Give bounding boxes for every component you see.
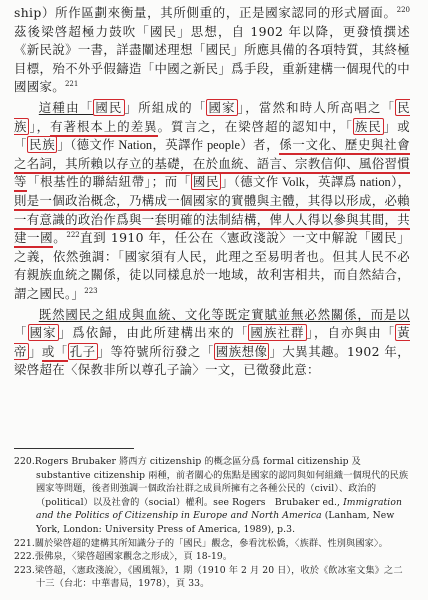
red-underline: 則是一個政治概念，乃構成一個國家的實體與主體，其得以形成，必賴一有意識的政治作爲與一套明確的法制結構，俾人人得以參與其間，共建一國 [14,193,410,248]
paragraph-0: ship）所作區劃來衡量，其所側重的，正是國家認同的形式層面。$^{220}$茲後梁啓超極力鼓吹「國民」思想，自 1902 年以降，更發憤撰述《新民說》一書，詳盡闡述理想「國民」所應具備的各項特質，其終極目標，殆不外乎假鑄造「中國之新民」爲手段，重新建構一個現代的中國國家。$^{221}$ [14,5,410,95]
highlight-box: 國民 [192,174,220,190]
highlight-box: 孔子 [69,343,96,359]
footnote-220: 220.Rogers Brubaker 將西方 citizenship 的概念區分爲 formal citizenship 及 substantive citizenship 兩種，前者關心的焦點是國家的認同與如何組織一個現代的民族國家等問題，後者則強調一個政治社群之成員所擁有之各種公民的（civil）、政治的（political）以及社會的（social）權利。see Rogers Brubaker ed., Immigration and the Politics of Citizenship in Europe and North America (Lanham, New York, London: University Press of America, 1989), p.3. [14,456,409,535]
paragraph-1: 這種由「 國民 」所組成的「 國家 」，當然和時人所高唱之「 民族 」，有著根本上的差異。質言之，在梁啓超的認知中，「 族民 」或「 民族 」（德文作 Nation，英譯作 people）者，係一文化、歷史與社會之名詞，其所賴以存立的基礎，在於血統、語言、宗教信仰、風俗習慣等「根基性的聯結紐帶」；而「 國民 」（德文作 Volk，英譯爲 nation），則是一個政治概念，乃構成一個國家的實體與主體，其得以形成，必賴一有意識的政治作爲與一套明確的法制結構，俾人人得以參與其間，共建一國。$^{222}$直到 1910 年，任公在〈憲政淺說〉一文中解說「國民」之義，依然強調：「國家須有人民，此理之至易明者也。但其人民不必有親族血統之關係，徒以同樣息於一地域，故利害相共，而自然結合，謂之國民。」$^{223}$ [14,99,411,301]
footnote-ref-222: 222 [66,231,80,239]
footnote-221: 221.關於梁啓超的建構其所知識分子的「國民」觀念，參看沈松僑，〈族群、性別與國家〉。 [14,537,388,549]
red-underline: 有著根本上的差異 [50,119,157,137]
paragraph-2: 既然國民之組成與血統、文化等既定實賦並無必然關係，而是以「 國家 」爲依歸，由此所建構出來的「 國族社群 」，自亦與由「 黃帝 」或「 孔子 」等符號所衍發之「 國族想像 」大異其趣。1902 年，梁啓超在〈保教非所以尊孔子論〉一文，已徵發此意： [14,306,411,378]
footnote-ref-223: 223 [84,286,98,295]
highlight-box: 國族想像 [215,343,268,359]
footnote-divider [14,448,134,449]
highlight-box: 民族 [29,137,56,153]
highlight-box: 國家 [29,325,57,341]
highlight-box: 國族社群 [250,325,305,341]
highlight-box: 黃帝 [14,325,411,359]
footnote-222: 222.張佛泉，〈梁啓超國家觀念之形成〉，頁 18-19。 [14,551,233,563]
footnote-223: 223.梁啓超，〈憲政淺說〉，《國風報》，1 期（1910 年 2 月 20 日），收於《飲冰室文集》之二十三（台北：中華書局，1978），頁 33。 [14,564,403,590]
highlight-box: 族民 [354,118,382,134]
red-underline: 係一文化、歷史與社會之名詞，其所賴以存立的基礎，在於血統、語言、宗教信仰、風俗習慣等 [14,137,410,192]
highlight-box: 國家 [208,99,236,115]
red-underline: 或「 [42,344,68,362]
highlight-box: 民族 [14,99,410,134]
footnote-ref-220: 220 [396,5,410,14]
main-text [14,4,410,380]
book-title: Immigration and the Politics of Citizenship in Europe and North America [36,496,402,522]
footnote-ref-221: 221 [64,80,79,89]
highlight-box: 國民 [95,99,123,115]
footnotes [14,448,410,591]
